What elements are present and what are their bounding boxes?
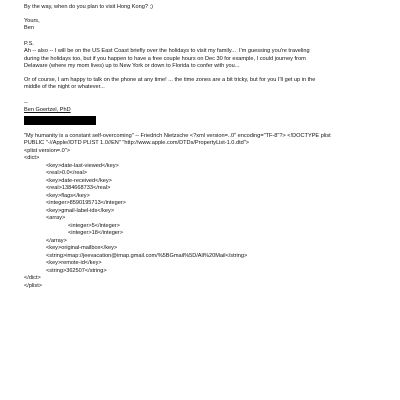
- plist-line: <string>imap://jeevacation@imap.gmail.com/%5BGmail%5D/All%20Mail</string>: [46, 252, 248, 259]
- plist-line: </array>: [46, 237, 67, 244]
- signature-separator: --: [24, 99, 28, 106]
- plist-line: <integer>18</integer>: [68, 230, 124, 236]
- sender-name: Ben: [24, 25, 34, 31]
- plist-line: <key>date-received</key>: [46, 177, 112, 184]
- plist-line: <array>: [46, 215, 66, 221]
- phone-line: middle of the night or whatever...: [24, 84, 105, 90]
- plist-line: <key>remote-id</key>: [46, 260, 102, 266]
- plist-line: <key>original-mailbox</key>: [46, 245, 118, 251]
- dict-close: </dict>: [24, 275, 41, 281]
- plist-array-items: [24, 223, 396, 238]
- plist-entries-after: [24, 238, 396, 276]
- plist-close: </plist>: [24, 282, 43, 289]
- plist-line: <key>flags</key>: [46, 192, 90, 199]
- plist-entries: [24, 163, 396, 223]
- ps-line: Delaware (where my mom lives) up to New York or down to Florida to confer with you...: [24, 63, 240, 69]
- plist-line: <string>362507</string>: [46, 267, 107, 274]
- ps-label: P.S.: [24, 40, 34, 47]
- plist-line: <integer>8590195713</integer>: [46, 200, 126, 206]
- closing: Yours,: [24, 17, 40, 24]
- ps-line: Ah -- also -- I will be on the US East Coast briefly over the holidays to visit my family... I'm guessing you're traveling: [24, 48, 310, 54]
- quote-line: PUBLIC "-//Apple//DTD PLIST 1.0//EN" "http://www.apple.com/DTDs/PropertyList-1.0.dtd">: [24, 140, 249, 146]
- quote-line: "My humanity is a constant self-overcoming" -- Friedrich Nietzsche <?xml version=..0" encoding="TF-8"?> <!DOCTYPE plist: [24, 132, 331, 139]
- plist-open: <plist version=.0">: [24, 147, 70, 154]
- email-line: By the way, when do you plan to visit Hong Kong? ;): [24, 4, 153, 10]
- email-document: [24, 4, 396, 290]
- dict-open: <dict>: [24, 155, 40, 161]
- signature-name: Ben Goertzel, PhD: [24, 107, 71, 113]
- plist-line: <integer>5</integer>: [68, 222, 120, 229]
- ps-line: during the holidays too, but if you happen to have a free couple hours on Dec 30 for example, I could journey from: [24, 55, 306, 62]
- plist-line: <key>gmail-label-ids</key>: [46, 207, 115, 214]
- plist-line: <real>1384668733</real>: [46, 185, 111, 191]
- phone-line: Or of course, I am happy to talk on the phone at any time! ... the time zones are a bit tricky, but for you I'll get up in the: [24, 76, 316, 83]
- plist-line: <key>date-last-viewed</key>: [46, 162, 119, 169]
- plist-line: <real>0.0</real>: [46, 170, 88, 176]
- redaction-bar: [24, 116, 96, 125]
